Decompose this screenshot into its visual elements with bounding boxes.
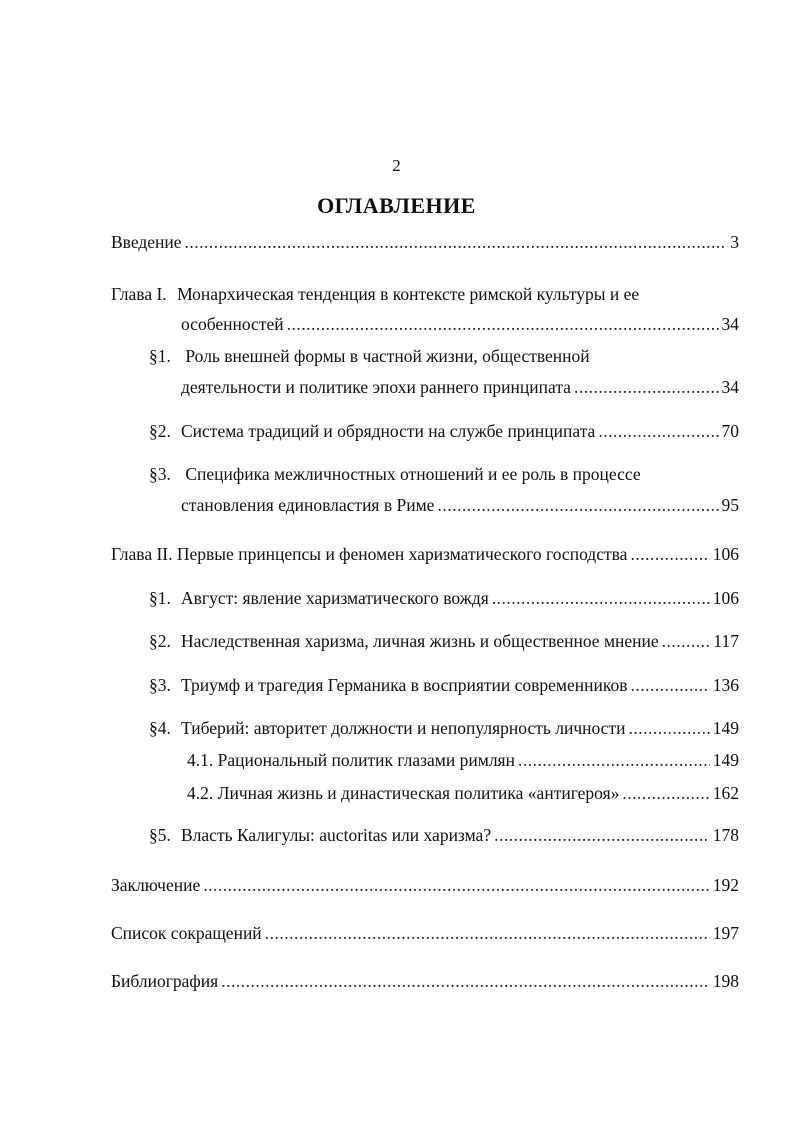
dot-leader [631,672,710,698]
dot-leader [662,628,711,654]
toc-ch1-section1-line2[interactable] [181,374,739,400]
toc-page-number: 149 [712,718,739,738]
subsection-title: 4.1. Рациональный политик глазами римлян [187,750,515,770]
dot-leader [628,715,709,741]
toc-entry-label: Список сокращений [111,923,262,943]
dot-leader [622,780,709,806]
toc-page-number: 178 [712,825,739,845]
section-title: Август: явление харизматического вождя [181,588,489,608]
dot-leader [630,541,709,567]
toc-chapter1-line1[interactable] [111,281,639,307]
section-title: Власть Калигулы: auctoritas или харизма? [181,825,492,845]
toc-page-number: 198 [712,971,739,991]
section-title: Триумф и трагедия Германика в восприятии современников [181,675,628,695]
section-title-line1: Роль внешней формы в частной жизни, общественной [185,346,590,366]
section-label [149,585,489,611]
dot-leader [185,229,728,255]
toc-ch1-section1-line1[interactable] [149,343,590,369]
toc-page-number: 162 [712,783,739,803]
chapter-title: Глава II. Первые принцепсы и феномен харизматического господства [111,544,628,564]
section-label [149,715,625,741]
dot-leader [437,492,718,518]
section-title-line1: Специфика межличностных отношений и ее роль в процессе [185,464,641,484]
toc-ch2-section1[interactable] [149,585,739,611]
dot-leader [598,418,718,444]
dot-leader [221,968,710,994]
toc-entry-label: Библиография [111,971,219,991]
toc-page-number: 197 [712,923,739,943]
toc-entry-conclusion[interactable] [111,872,739,898]
chapter-title-line1: Монархическая тенденция в контексте римской культуры и ее [177,284,640,304]
dot-leader [494,822,710,848]
section-number: §1. [149,346,171,366]
section-title: Наследственная харизма, личная жизнь и общественное мнение [181,631,659,651]
toc-page-number: 149 [712,750,739,770]
dot-leader [203,872,710,898]
section-label [149,672,628,698]
toc-page-number: 3 [730,232,739,252]
toc-ch2-section4[interactable] [149,715,739,741]
section-label [149,418,595,444]
section-number: §1. [149,588,171,608]
toc-page-number: 34 [721,314,739,334]
dot-leader [574,374,719,400]
toc-page-number: 106 [712,588,739,608]
toc-page-number: 117 [713,631,739,651]
toc-chapter2[interactable] [111,541,739,567]
page-number: 2 [392,156,401,175]
toc-ch2-subsection-4-2[interactable] [187,780,739,806]
chapter-title-line2: особенностей [181,314,284,334]
dot-leader [518,747,710,773]
toc-page-number: 34 [721,377,739,397]
toc-page-number: 70 [721,421,739,441]
toc-ch1-section2[interactable] [149,418,739,444]
toc-page-number: 192 [712,875,739,895]
toc-entry-label: Заключение [111,875,201,895]
section-title: Система традиций и обрядности на службе принципата [181,421,596,441]
section-number: §2. [149,631,171,651]
toc-entry-bibliography[interactable] [111,968,739,994]
section-title-line2: становления единовластия в Риме [181,495,435,515]
toc-ch2-section2[interactable] [149,628,739,654]
dot-leader [287,311,719,337]
section-number: §3. [149,464,171,484]
section-number: §2. [149,421,171,441]
toc-entry-label: Введение [111,232,182,252]
toc-page-number: 136 [712,675,739,695]
section-number: §5. [149,825,171,845]
section-title-line2: деятельности и политике эпохи раннего принципата [181,377,571,397]
toc-ch1-section3-line2[interactable] [181,492,739,518]
dot-leader [492,585,710,611]
toc-ch1-section3-line1[interactable] [149,461,641,487]
page-title: ОГЛАВЛЕНИЕ [317,193,476,218]
toc-ch2-section3[interactable] [149,672,739,698]
toc-chapter1-line2[interactable] [181,311,739,337]
toc-ch2-section5[interactable] [149,822,739,848]
toc-page-number: 95 [721,495,739,515]
toc-ch2-subsection-4-1[interactable] [187,747,739,773]
subsection-title: 4.2. Личная жизнь и династическая политика «антигероя» [187,783,620,803]
chapter-prefix: Глава I. [111,284,167,304]
toc-page-number: 106 [712,544,739,564]
section-number: §3. [149,675,171,695]
section-title: Тиберий: авторитет должности и непопулярность личности [181,718,626,738]
section-label [149,822,491,848]
toc-entry-abbreviations[interactable] [111,920,739,946]
dot-leader [265,920,710,946]
toc-entry-intro[interactable] [111,229,739,255]
section-number: §4. [149,718,171,738]
section-label [149,628,659,654]
